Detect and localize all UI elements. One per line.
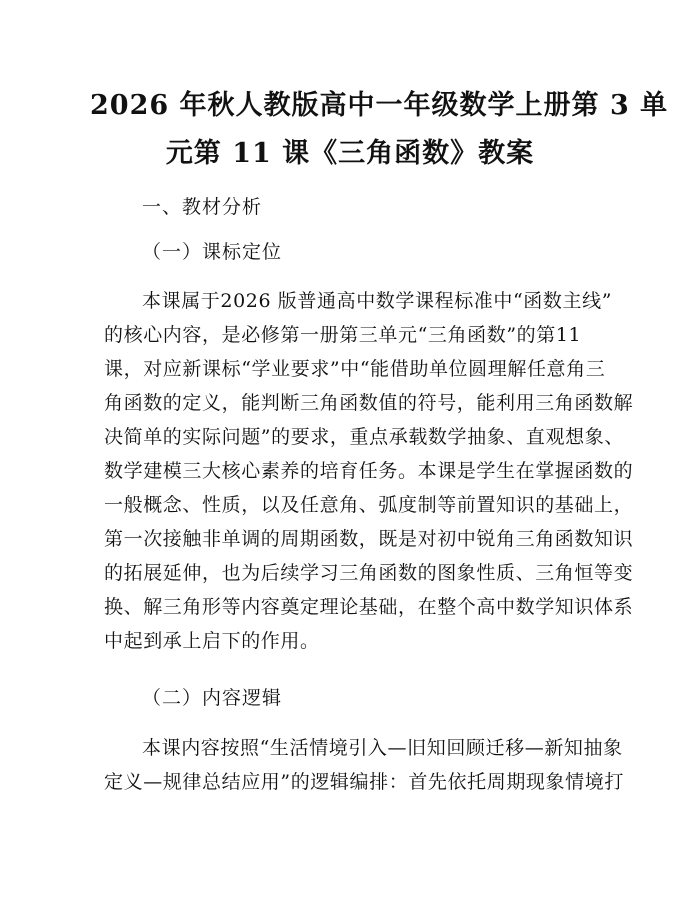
paragraph-1-line: 第一次接触非单调的周期函数，既是对初中锐角三角函数知识 [104, 528, 634, 550]
paragraph-1-line: 本课属于2026 版普通高中数学课程标准中“函数主线” [142, 290, 613, 312]
document-title-line-2: 元第 11 课《三角函数》教案 [165, 138, 535, 169]
paragraph-1-line: 决简单的实际问题”的要求，重点承载数学抽象、直观想象、 [104, 426, 624, 448]
subsection-heading-curriculum-positioning: （一）课标定位 [142, 241, 283, 263]
paragraph-2-line: 定义—规律总结应用”的逻辑编排：首先依托周期现象情境打 [104, 771, 624, 793]
document-title-line-1: 2026 年秋人教版高中一年级数学上册第 3 单 [90, 90, 669, 121]
section-heading-textbook-analysis: 一、教材分析 [142, 196, 263, 218]
paragraph-1-line: 换、解三角形等内容奠定理论基础，在整个高中数学知识体系 [104, 596, 634, 618]
subsection-heading-content-logic: （二）内容逻辑 [142, 687, 283, 709]
paragraph-1-line: 数学建模三大核心素养的培育任务。本课是学生在掌握函数的 [104, 460, 634, 482]
paragraph-1-line: 一般概念、性质，以及任意角、弧度制等前置知识的基础上， [104, 494, 634, 516]
paragraph-2-line: 本课内容按照“生活情境引入—旧知回顾迁移—新知抽象 [142, 737, 623, 759]
paragraph-1-line: 角函数的定义，能判断三角函数值的符号，能利用三角函数解 [104, 392, 634, 414]
paragraph-1-line: 中起到承上启下的作用。 [104, 630, 320, 652]
paragraph-1-line: 的核心内容，是必修第一册第三单元“三角函数”的第11 [104, 324, 582, 346]
paragraph-1-line: 的拓展延伸，也为后续学习三角函数的图象性质、三角恒等变 [104, 562, 634, 584]
paragraph-1-line: 课，对应新课标“学业要求”中“能借助单位圆理解任意角三 [104, 358, 606, 380]
